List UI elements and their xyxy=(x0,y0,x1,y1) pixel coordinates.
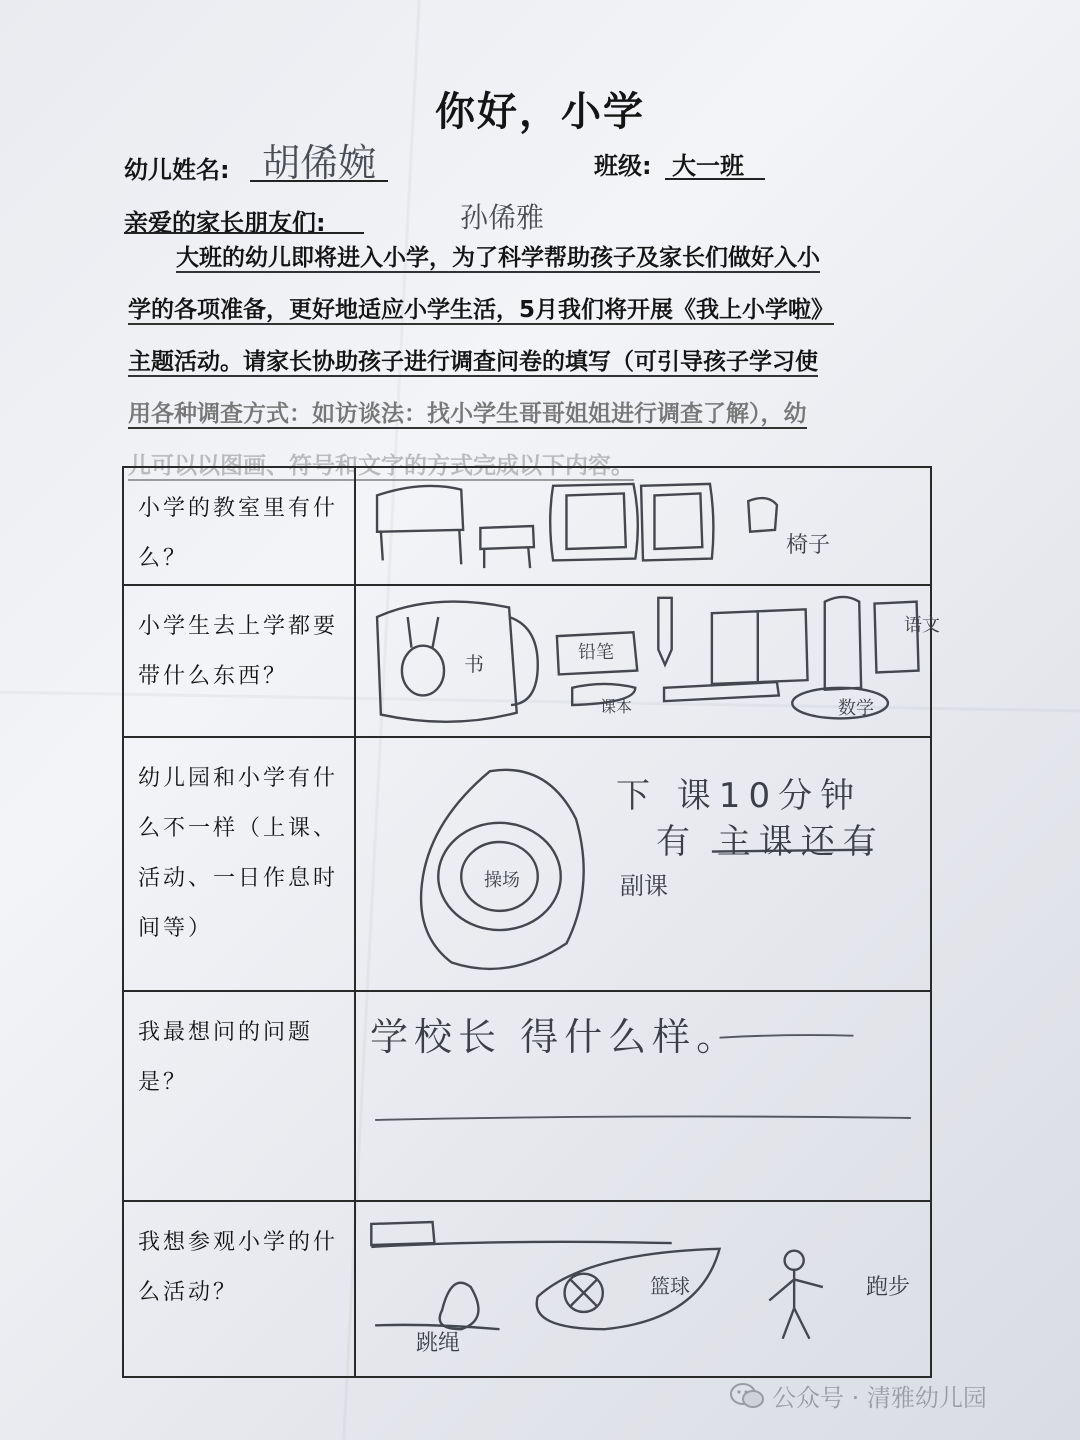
table-row xyxy=(123,991,931,1201)
intro-line-3: 主题活动。请家长协助孩子进行调查问卷的填写（可引导孩子学习使 xyxy=(128,349,818,375)
intro-line-2: 学的各项准备，更好地适应小学生活，5月我们将开展《我上小学啦》 xyxy=(128,297,835,323)
answer-label: 学校长 得什么样。 xyxy=(370,1015,741,1059)
wechat-icon xyxy=(730,1382,764,1410)
answer-label: 操场 xyxy=(484,870,520,891)
table-row xyxy=(123,467,931,585)
answer-label: 铅笔 xyxy=(578,642,614,663)
answer-label: 书 xyxy=(464,652,484,676)
question-cell: 我最想问的问题是？ xyxy=(123,991,355,1201)
watermark-text: 公众号 · 清雅幼儿园 xyxy=(772,1384,987,1412)
answer-label: 有 主课还有 xyxy=(656,822,885,862)
intro-line-5: 儿可以以图画、符号和文字的方式完成以下内容。 xyxy=(128,453,634,479)
intro-line-1: 大班的幼儿即将进入小学，为了科学帮助孩子及家长们做好入小 xyxy=(176,245,820,271)
intro-line-4: 用各种调查方式：如访谈法：找小学生哥哥姐姐进行调查了解），幼 xyxy=(128,401,807,427)
watermark xyxy=(730,1378,987,1413)
child-name-label: 幼儿姓名: xyxy=(124,156,230,184)
answer-label: 课本 xyxy=(600,697,633,716)
answer-label: 副课 xyxy=(620,872,668,900)
intro-paragraph xyxy=(128,232,928,492)
class-label: 班级: xyxy=(594,152,652,180)
class-value: 大一班 xyxy=(672,152,744,180)
answer-label: 语文 xyxy=(904,615,940,636)
answer-label: 跑步 xyxy=(866,1275,911,1300)
table-row xyxy=(123,585,931,737)
page-title: 你好，小学 xyxy=(435,89,645,135)
question-cell: 小学生去上学都要带什么东西？ xyxy=(123,585,355,737)
parent-signature: 孙俙雅 xyxy=(460,201,545,234)
answer-cell xyxy=(355,467,931,585)
greeting: 亲爱的家长朋友们: xyxy=(124,209,326,237)
answer-label: 下 课10分钟 xyxy=(616,776,863,816)
table-row xyxy=(123,737,931,991)
answer-label: 篮球 xyxy=(650,1274,690,1298)
classroom-drawing xyxy=(356,468,930,584)
answer-label: 椅子 xyxy=(786,533,831,558)
answer-cell xyxy=(355,1201,931,1377)
answer-cell xyxy=(355,737,931,991)
question-cell: 幼儿园和小学有什么不一样（上课、活动、一日作息时间等） xyxy=(123,737,355,991)
survey-table xyxy=(122,466,940,1378)
question-cell: 我想参观小学的什么活动？ xyxy=(123,1201,355,1377)
answer-cell xyxy=(355,585,940,737)
answer-label: 数学 xyxy=(838,698,874,719)
child-name-value: 胡俙婉 xyxy=(262,141,377,185)
question-cell: 小学的教室里有什么？ xyxy=(123,467,355,585)
answer-label: 跳绳 xyxy=(416,1331,461,1356)
table-row xyxy=(123,1201,931,1377)
answer-cell xyxy=(355,991,931,1201)
